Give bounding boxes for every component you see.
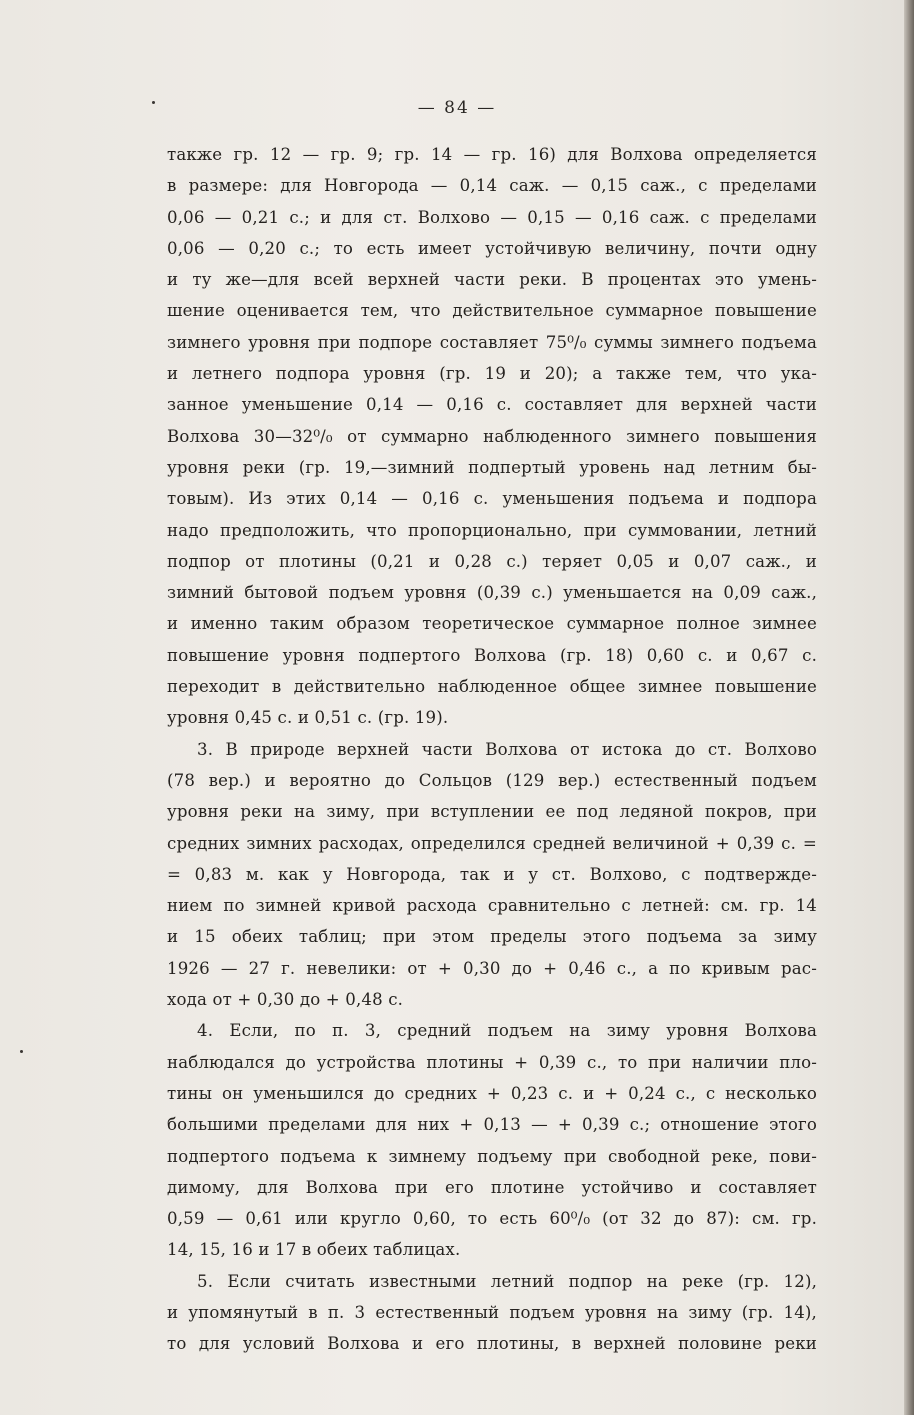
text-line: подпор от плотины (0,21 и 0,28 с.) теряет 0,05 и 0,07 саж., и xyxy=(167,551,817,571)
text-line: надо предположить, что пропорционально, при суммовании, летний xyxy=(167,520,817,540)
text-line: шение оценивается тем, что действительное суммарное повышение xyxy=(167,301,817,321)
text-line: уровня реки на зиму, при вступлении ее под ледяной покров, при xyxy=(167,802,817,822)
text-line: наблюдался до устройства плотины + 0,39 с., то при наличии пло- xyxy=(167,1052,817,1072)
text-line: тины он уменьшился до средних + 0,23 с. и + 0,24 с., с несколько xyxy=(167,1083,817,1103)
text-line: зимний бытовой подъем уровня (0,39 с.) уменьшается на 0,09 саж., xyxy=(167,583,817,603)
body-text xyxy=(167,139,817,1360)
text-line: и 15 обеих таблиц; при этом пределы этого подъема за зиму xyxy=(167,927,817,947)
text-line: 4. Если, по п. 3, средний подъем на зиму уровня Волхова xyxy=(197,1021,817,1041)
text-line: 14, 15, 16 и 17 в обеих таблицах. xyxy=(167,1240,461,1260)
text-line: хода от + 0,30 до + 0,48 с. xyxy=(167,990,404,1010)
text-line: 0,06 — 0,21 с.; и для ст. Волхово — 0,15 — 0,16 саж. с пределами xyxy=(167,207,817,227)
text-line: 0,06 — 0,20 с.; то есть имеет устойчивую величину, почти одну xyxy=(167,238,817,258)
text-line: нием по зимней кривой расхода сравнительно с летней: см. гр. 14 xyxy=(167,896,817,916)
text-line: также гр. 12 — гр. 9; гр. 14 — гр. 16) для Волхова определяется xyxy=(167,145,817,164)
text-line: зимнего уровня при подпоре составляет 75⁰/₀ суммы зимнего подъема xyxy=(167,332,817,352)
text-line: то для условий Волхова и его плотины, в верхней половине реки xyxy=(167,1334,817,1354)
text-line: средних зимних расходах, определился средней величиной + 0,39 с. = xyxy=(167,833,817,853)
text-line: (78 вер.) и вероятно до Сольцов (129 вер.) естественный подъем xyxy=(167,770,817,790)
text-line: 5. Если считать известными летний подпор на реке (гр. 12), xyxy=(197,1271,817,1291)
text-line: 0,59 — 0,61 или кругло 0,60, то есть 60⁰/₀ (от 32 до 87): см. гр. xyxy=(167,1209,817,1229)
scan-speck xyxy=(20,1050,23,1053)
book-binding-edge xyxy=(904,0,914,1415)
text-line: уровня 0,45 с. и 0,51 с. (гр. 19). xyxy=(167,708,449,728)
text-line: 3. В природе верхней части Волхова от истока до ст. Волхово xyxy=(197,739,817,759)
text-line: товым). Из этих 0,14 — 0,16 с. уменьшения подъема и подпора xyxy=(167,489,817,509)
scan-speck xyxy=(152,101,155,104)
text-line: повышение уровня подпертого Волхова (гр. 18) 0,60 с. и 0,67 с. xyxy=(167,645,817,665)
text-line: Волхова 30—32⁰/₀ от суммарно наблюденного зимнего повышения xyxy=(167,426,817,446)
text-line: 1926 — 27 г. невелики: от + 0,30 до + 0,46 с., а по кривым рас- xyxy=(167,958,817,978)
text-line: в размере: для Новгорода — 0,14 саж. — 0,15 саж., с пределами xyxy=(167,176,817,196)
text-line: подпертого подъема к зимнему подъему при свободной реке, пови- xyxy=(167,1146,817,1166)
text-line: занное уменьшение 0,14 — 0,16 с. составляет для верхней части xyxy=(167,395,817,415)
text-line: = 0,83 м. как у Новгорода, так и у ст. Волхово, с подтвержде- xyxy=(167,864,817,884)
text-line: и упомянутый в п. 3 естественный подъем уровня на зиму (гр. 14), xyxy=(167,1302,817,1322)
text-line: димому, для Волхова при его плотине устойчиво и составляет xyxy=(167,1177,817,1197)
text-line: большими пределами для них + 0,13 — + 0,39 с.; отношение этого xyxy=(167,1115,817,1135)
text-line: и ту же—для всей верхней части реки. В процентах это умень- xyxy=(167,270,817,290)
text-line: и летнего подпора уровня (гр. 19 и 20); а также тем, что ука- xyxy=(167,364,817,384)
text-line: уровня реки (гр. 19,—зимний подпертый уровень над летним бы- xyxy=(167,457,817,477)
text-line: переходит в действительно наблюденное общее зимнее повышение xyxy=(167,677,817,697)
page-number: — 84 — xyxy=(417,98,497,118)
text-line: и именно таким образом теоретическое суммарное полное зимнее xyxy=(167,614,817,634)
